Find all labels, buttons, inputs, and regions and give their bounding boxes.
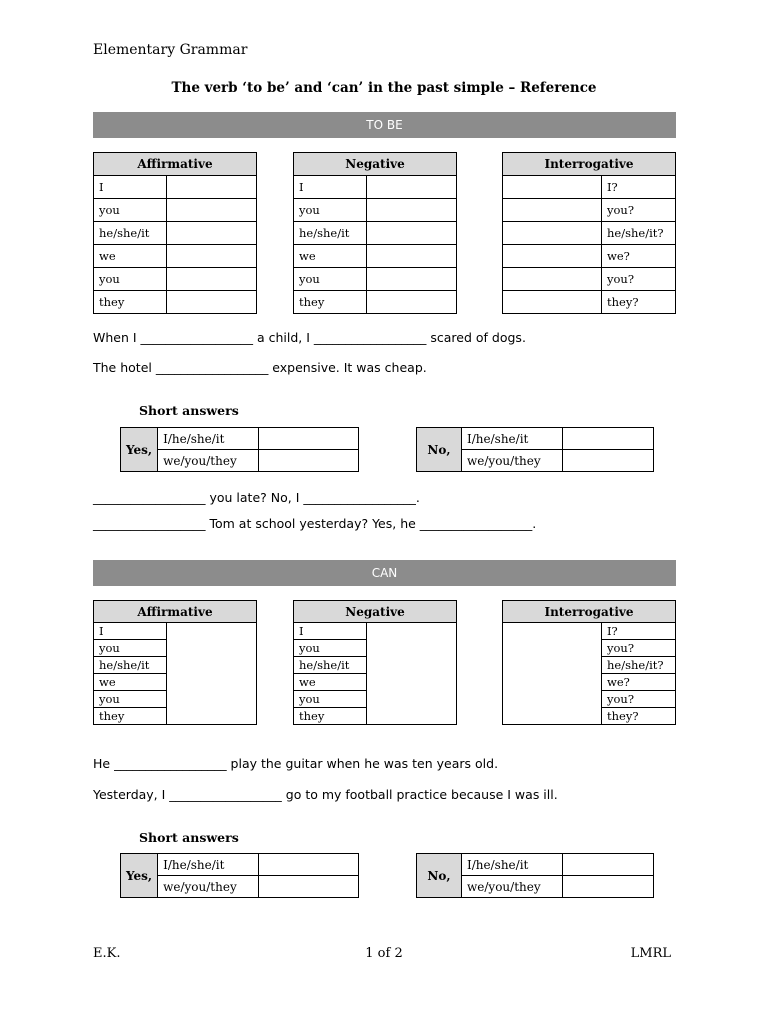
question-cell: you? xyxy=(602,199,676,222)
exercise-sentence: Yesterday, I __________________ go to my football practice because I was ill. xyxy=(93,787,558,802)
pronoun-cell: they xyxy=(94,291,167,314)
short-answers-label: Short answers xyxy=(139,830,239,845)
exercise-sentence: __________________ you late? No, I __________________. xyxy=(93,490,420,505)
short-answers-yes-table xyxy=(120,427,359,472)
answer-blank[interactable] xyxy=(259,428,359,450)
answer-blank[interactable] xyxy=(167,623,257,725)
question-cell: he/she/it? xyxy=(602,222,676,245)
to-be-negative-table xyxy=(293,152,457,314)
answer-blank[interactable] xyxy=(503,199,602,222)
short-answers-no-table xyxy=(416,427,654,472)
exercise-sentence: The hotel __________________ expensive. It was cheap. xyxy=(93,360,427,375)
question-cell: they? xyxy=(602,291,676,314)
question-cell: we? xyxy=(602,674,676,691)
answer-blank[interactable] xyxy=(503,222,602,245)
pronoun-cell: I xyxy=(294,623,367,640)
short-answers-label: Short answers xyxy=(139,403,239,418)
footer-right: LMRL xyxy=(630,946,671,961)
answer-blank[interactable] xyxy=(367,222,457,245)
pronoun-cell: we/you/they xyxy=(462,450,563,472)
pronoun-cell: we xyxy=(94,674,167,691)
question-cell: you? xyxy=(602,691,676,708)
course-name: Elementary Grammar xyxy=(93,42,248,58)
pronoun-cell: we/you/they xyxy=(462,876,563,898)
answer-blank[interactable] xyxy=(167,245,257,268)
no-label: No, xyxy=(417,428,462,472)
short-answers-no-table xyxy=(416,853,654,898)
pronoun-cell: I xyxy=(94,176,167,199)
section-bar-can: CAN xyxy=(93,560,676,586)
pronoun-cell: they xyxy=(94,708,167,725)
pronoun-cell: I xyxy=(294,176,367,199)
answer-blank[interactable] xyxy=(367,199,457,222)
pronoun-cell: he/she/it xyxy=(294,657,367,674)
pronoun-cell: we xyxy=(294,674,367,691)
answer-blank[interactable] xyxy=(167,176,257,199)
page-number: 1 of 2 xyxy=(365,946,403,961)
answer-blank[interactable] xyxy=(367,245,457,268)
to-be-affirmative-table xyxy=(93,152,257,314)
pronoun-cell: he/she/it xyxy=(94,657,167,674)
answer-blank[interactable] xyxy=(563,876,654,898)
col-header-negative: Negative xyxy=(294,601,457,623)
col-header-negative: Negative xyxy=(294,153,457,176)
exercise-sentence: He __________________ play the guitar when he was ten years old. xyxy=(93,756,499,771)
pronoun-cell: you xyxy=(94,691,167,708)
answer-blank[interactable] xyxy=(367,291,457,314)
page-title: The verb ‘to be’ and ‘can’ in the past simple – Reference xyxy=(171,80,597,96)
pronoun-cell: I/he/she/it xyxy=(462,428,563,450)
answer-blank[interactable] xyxy=(259,854,359,876)
answer-blank[interactable] xyxy=(367,176,457,199)
question-cell: I? xyxy=(602,623,676,640)
exercise-sentence: __________________ Tom at school yesterday? Yes, he __________________. xyxy=(93,516,537,531)
answer-blank[interactable] xyxy=(367,268,457,291)
question-cell: I? xyxy=(602,176,676,199)
pronoun-cell: we xyxy=(294,245,367,268)
pronoun-cell: I/he/she/it xyxy=(158,428,259,450)
no-label: No, xyxy=(417,854,462,898)
pronoun-cell: we/you/they xyxy=(158,876,259,898)
pronoun-cell: they xyxy=(294,708,367,725)
question-cell: they? xyxy=(602,708,676,725)
pronoun-cell: you xyxy=(294,199,367,222)
answer-blank[interactable] xyxy=(167,222,257,245)
answer-blank[interactable] xyxy=(167,268,257,291)
pronoun-cell: they xyxy=(294,291,367,314)
section-bar-to-be: TO BE xyxy=(93,112,676,138)
answer-blank[interactable] xyxy=(563,450,654,472)
yes-label: Yes, xyxy=(121,854,158,898)
can-affirmative-table xyxy=(93,600,257,725)
pronoun-cell: you xyxy=(94,199,167,222)
answer-blank[interactable] xyxy=(167,291,257,314)
pronoun-cell: I/he/she/it xyxy=(158,854,259,876)
pronoun-cell: you xyxy=(294,691,367,708)
pronoun-cell: he/she/it xyxy=(294,222,367,245)
pronoun-cell: I/he/she/it xyxy=(462,854,563,876)
col-header-affirmative: Affirmative xyxy=(94,601,257,623)
question-cell: you? xyxy=(602,640,676,657)
answer-blank[interactable] xyxy=(503,623,602,725)
pronoun-cell: you xyxy=(294,640,367,657)
yes-label: Yes, xyxy=(121,428,158,472)
pronoun-cell: you xyxy=(94,640,167,657)
answer-blank[interactable] xyxy=(503,268,602,291)
pronoun-cell: he/she/it xyxy=(94,222,167,245)
col-header-interrogative: Interrogative xyxy=(503,601,676,623)
answer-blank[interactable] xyxy=(503,291,602,314)
answer-blank[interactable] xyxy=(563,428,654,450)
pronoun-cell: we/you/they xyxy=(158,450,259,472)
answer-blank[interactable] xyxy=(259,450,359,472)
to-be-interrogative-table xyxy=(502,152,676,314)
pronoun-cell: you xyxy=(294,268,367,291)
pronoun-cell: we xyxy=(94,245,167,268)
col-header-affirmative: Affirmative xyxy=(94,153,257,176)
answer-blank[interactable] xyxy=(563,854,654,876)
pronoun-cell: I xyxy=(94,623,167,640)
answer-blank[interactable] xyxy=(503,245,602,268)
short-answers-yes-table xyxy=(120,853,359,898)
answer-blank[interactable] xyxy=(367,623,457,725)
question-cell: you? xyxy=(602,268,676,291)
can-interrogative-table xyxy=(502,600,676,725)
footer-left: E.K. xyxy=(93,946,121,961)
pronoun-cell: you xyxy=(94,268,167,291)
exercise-sentence: When I __________________ a child, I __________________ scared of dogs. xyxy=(93,330,526,345)
answer-blank[interactable] xyxy=(259,876,359,898)
answer-blank[interactable] xyxy=(167,199,257,222)
question-cell: we? xyxy=(602,245,676,268)
can-negative-table xyxy=(293,600,457,725)
question-cell: he/she/it? xyxy=(602,657,676,674)
col-header-interrogative: Interrogative xyxy=(503,153,676,176)
answer-blank[interactable] xyxy=(503,176,602,199)
